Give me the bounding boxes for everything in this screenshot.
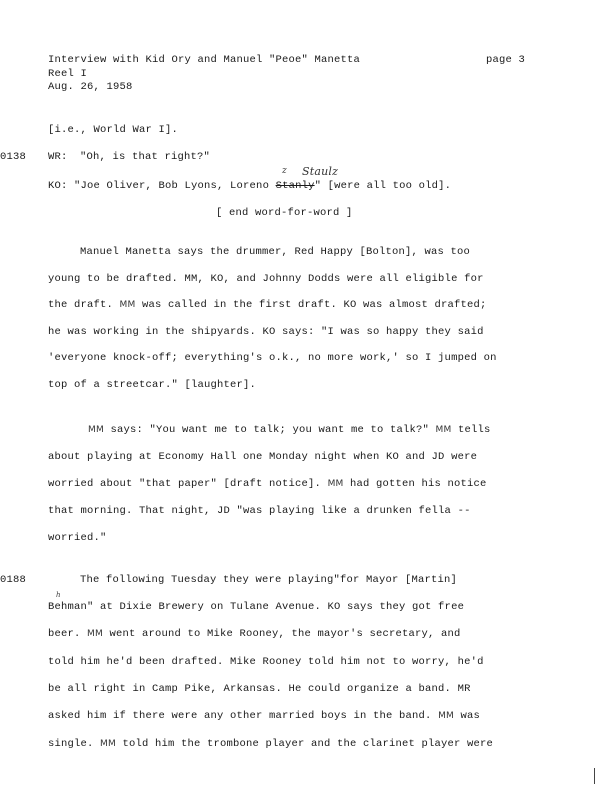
para1-line3-start: the draft.: [48, 299, 114, 311]
para2-line3-end: had gotten his notice: [350, 478, 487, 490]
para3-line4: told him he'd been drafted. Mike Rooney told him not to worry, he'd: [48, 656, 484, 668]
para2-line1-start: says: "You want me to talk; you want me to talk?": [110, 424, 430, 436]
ko-quote-start: "Joe Oliver, Bob Lyons, Loren: [74, 180, 263, 192]
para1-line1: Manuel Manetta says the drummer, Red Happy [Bolton], was too: [80, 246, 471, 258]
page-number: page 3: [486, 54, 526, 66]
interview-date: Aug. 26, 1958: [48, 81, 133, 93]
handwritten-mm: MM: [100, 739, 116, 749]
para1-line5: 'everyone knock-off; everything's o.k., no more work,' so I jumped on: [48, 352, 497, 364]
handwritten-z: z: [282, 166, 287, 176]
para3-line6: [48, 710, 480, 722]
para2-line1-end: tells: [457, 424, 491, 436]
para2-line3-start: worried about "that paper" [draft notice].: [48, 478, 322, 490]
para3-line7: [48, 738, 493, 750]
handwritten-mm: MM: [87, 629, 103, 639]
bracket-note-ie: [i.e., World War I].: [48, 124, 179, 136]
para1-line6: top of a streetcar." [laughter].: [48, 379, 257, 391]
para2-line5: worried.": [48, 532, 107, 544]
ko-quote-end: " [were all too old].: [314, 180, 452, 192]
timestamp-0188: 0188: [0, 574, 27, 586]
ko-quote-corrected-o: o: [262, 180, 270, 192]
handwritten-mm: MM: [88, 425, 104, 435]
handwritten-staulz: Staulz: [302, 165, 339, 178]
para3-line3: [48, 628, 461, 640]
para1-line3-end: was called in the first draft. KO was almost drafted;: [141, 299, 487, 311]
para3-line7-end: told him the trombone player and the clarinet player were: [122, 738, 494, 750]
handwritten-margin-note: h: [56, 591, 61, 599]
para3-line3-start: beer.: [48, 628, 81, 640]
para2-line3: [48, 478, 487, 490]
handwritten-mm: MM: [438, 711, 455, 721]
para1-line2: young to be drafted. MM, KO, and Johnny Dodds were all eligible for: [48, 273, 484, 285]
para1-line4: he was working in the shipyards. KO says: "I was so happy they said: [48, 326, 484, 338]
para3-line6-end: was: [460, 710, 481, 722]
scan-edge-mark: [594, 768, 595, 784]
reel-label: Reel I: [48, 68, 88, 80]
para3-line7-start: single.: [48, 738, 94, 750]
ko-line: [48, 180, 451, 192]
speaker-wr-label: WR:: [48, 151, 68, 163]
speaker-ko-label: KO:: [48, 180, 68, 192]
para3-line1: The following Tuesday they were playing"for Mayor [Martin]: [80, 574, 458, 586]
timestamp-0138: 0138: [0, 151, 27, 163]
para3-line2: Behman" at Dixie Brewery on Tulane Avenue. KO says they got free: [48, 601, 465, 613]
handwritten-mm: MM: [119, 300, 136, 310]
para3-line5: be all right in Camp Pike, Arkansas. He could organize a band. MR: [48, 683, 471, 695]
end-word-for-word-marker: [ end word-for-word ]: [216, 207, 353, 219]
para2-line4: that morning. That night, JD "was playing like a drunken fella --: [48, 505, 471, 517]
para2-line2: about playing at Economy Hall one Monday night when KO and JD were: [48, 451, 478, 463]
interview-title: Interview with Kid Ory and Manuel "Peoe" Manetta: [48, 54, 361, 66]
para3-line3-end: went around to Mike Rooney, the mayor's secretary, and: [109, 628, 461, 640]
para1-line3: [48, 299, 487, 311]
struck-name: Stanly: [275, 180, 315, 192]
para2-line1: [88, 424, 491, 436]
para3-line6-start: asked him if there were any other married boys in the band.: [48, 710, 432, 722]
handwritten-mm: MM: [327, 479, 344, 489]
wr-quote: "Oh, is that right?": [80, 151, 211, 163]
handwritten-mm: MM: [435, 425, 452, 435]
